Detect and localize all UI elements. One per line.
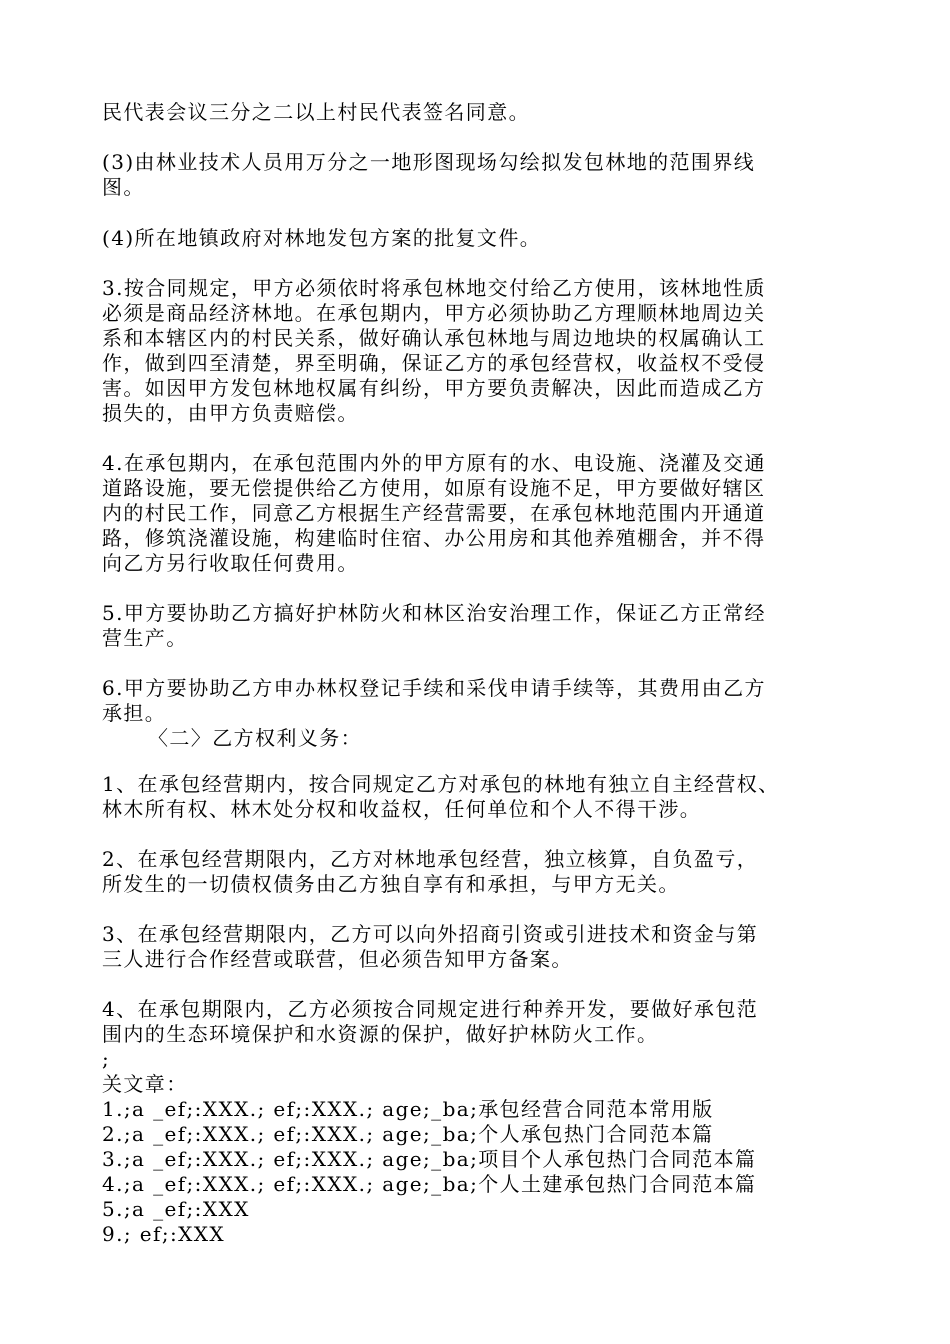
text-line: 林木所有权、林木处分权和收益权，任何单位和个人不得干涉。 — [102, 797, 702, 821]
text-line: ; — [102, 1047, 111, 1071]
text-line: 民代表会议三分之二以上村民代表签名同意。 — [102, 100, 530, 124]
related-article-link[interactable]: 1.;a _ef;:XXX.; ef;:XXX.; age;_ba;承包经营合同范本常用版 — [102, 1097, 714, 1121]
text-line: 三人进行合作经营或联营，但必须告知甲方备案。 — [102, 947, 573, 971]
text-line: (4)所在地镇政府对林地发包方案的批复文件。 — [102, 226, 542, 250]
text-line: 向乙方另行收取任何费用。 — [102, 551, 359, 575]
text-line: 损失的，由甲方负责赔偿。 — [102, 401, 359, 425]
text-line: 围内的生态环境保护和水资源的保护，做好护林防火工作。 — [102, 1022, 659, 1046]
related-article-link[interactable]: 4.;a _ef;:XXX.; ef;:XXX.; age;_ba;个人土建承包热门合同范本篇 — [102, 1172, 757, 1196]
text-line: 所发生的一切债权债务由乙方独自享有和承担，与甲方无关。 — [102, 872, 680, 896]
related-article-link[interactable]: 9.; ef;:XXX — [102, 1222, 226, 1246]
text-line: 6.甲方要协助乙方申办林权登记手续和采伐申请手续等，其费用由乙方 — [102, 676, 766, 700]
section-heading: 〈二〉乙方权利义务： — [148, 726, 362, 750]
text-line: 营生产。 — [102, 626, 188, 650]
related-article-link[interactable]: 5.;a _ef;:XXX — [102, 1197, 250, 1221]
text-line: 2、在承包经营期限内，乙方对林地承包经营，独立核算，自负盈亏， — [102, 847, 759, 871]
text-line: 4、在承包期限内，乙方必须按合同规定进行种养开发，要做好承包范 — [102, 997, 759, 1021]
text-line: 5.甲方要协助乙方搞好护林防火和林区治安治理工作，保证乙方正常经 — [102, 601, 766, 625]
text-line: 图。 — [102, 175, 145, 199]
text-line: 1、在承包经营期内，按合同规定乙方对承包的林地有独立自主经营权、 — [102, 772, 780, 796]
text-line: (3)由林业技术人员用万分之一地形图现场勾绘拟发包林地的范围界线 — [102, 150, 756, 174]
related-articles-label: 关文章： — [102, 1072, 188, 1096]
text-line: 路，修筑浇灌设施，构建临时住宿、办公用房和其他养殖棚舍，并不得 — [102, 526, 766, 550]
text-line: 4.在承包期内，在承包范围内外的甲方原有的水、电设施、浇灌及交通 — [102, 451, 766, 475]
text-line: 道路设施，要无偿提供给乙方使用，如原有设施不足，甲方要做好辖区 — [102, 476, 766, 500]
text-line: 害。如因甲方发包林地权属有纠纷，甲方要负责解决，因此而造成乙方 — [102, 376, 766, 400]
related-article-link[interactable]: 3.;a _ef;:XXX.; ef;:XXX.; age;_ba;项目个人承包热门合同范本篇 — [102, 1147, 757, 1171]
text-line: 作，做到四至清楚，界至明确，保证乙方的承包经营权，收益权不受侵 — [102, 351, 766, 375]
text-line: 3、在承包经营期限内，乙方可以向外招商引资或引进技术和资金与第 — [102, 922, 759, 946]
text-line: 内的村民工作，同意乙方根据生产经营需要，在承包林地范围内开通道 — [102, 501, 766, 525]
text-line: 承担。 — [102, 701, 167, 725]
related-article-link[interactable]: 2.;a _ef;:XXX.; ef;:XXX.; age;_ba;个人承包热门合同范本篇 — [102, 1122, 714, 1146]
text-line: 系和本辖区内的村民关系，做好确认承包林地与周边地块的权属确认工 — [102, 326, 766, 350]
text-line: 必须是商品经济林地。在承包期内，甲方必须协助乙方理顺林地周边关 — [102, 301, 766, 325]
text-line: 3.按合同规定，甲方必须依时将承包林地交付给乙方使用，该林地性质 — [102, 276, 766, 300]
